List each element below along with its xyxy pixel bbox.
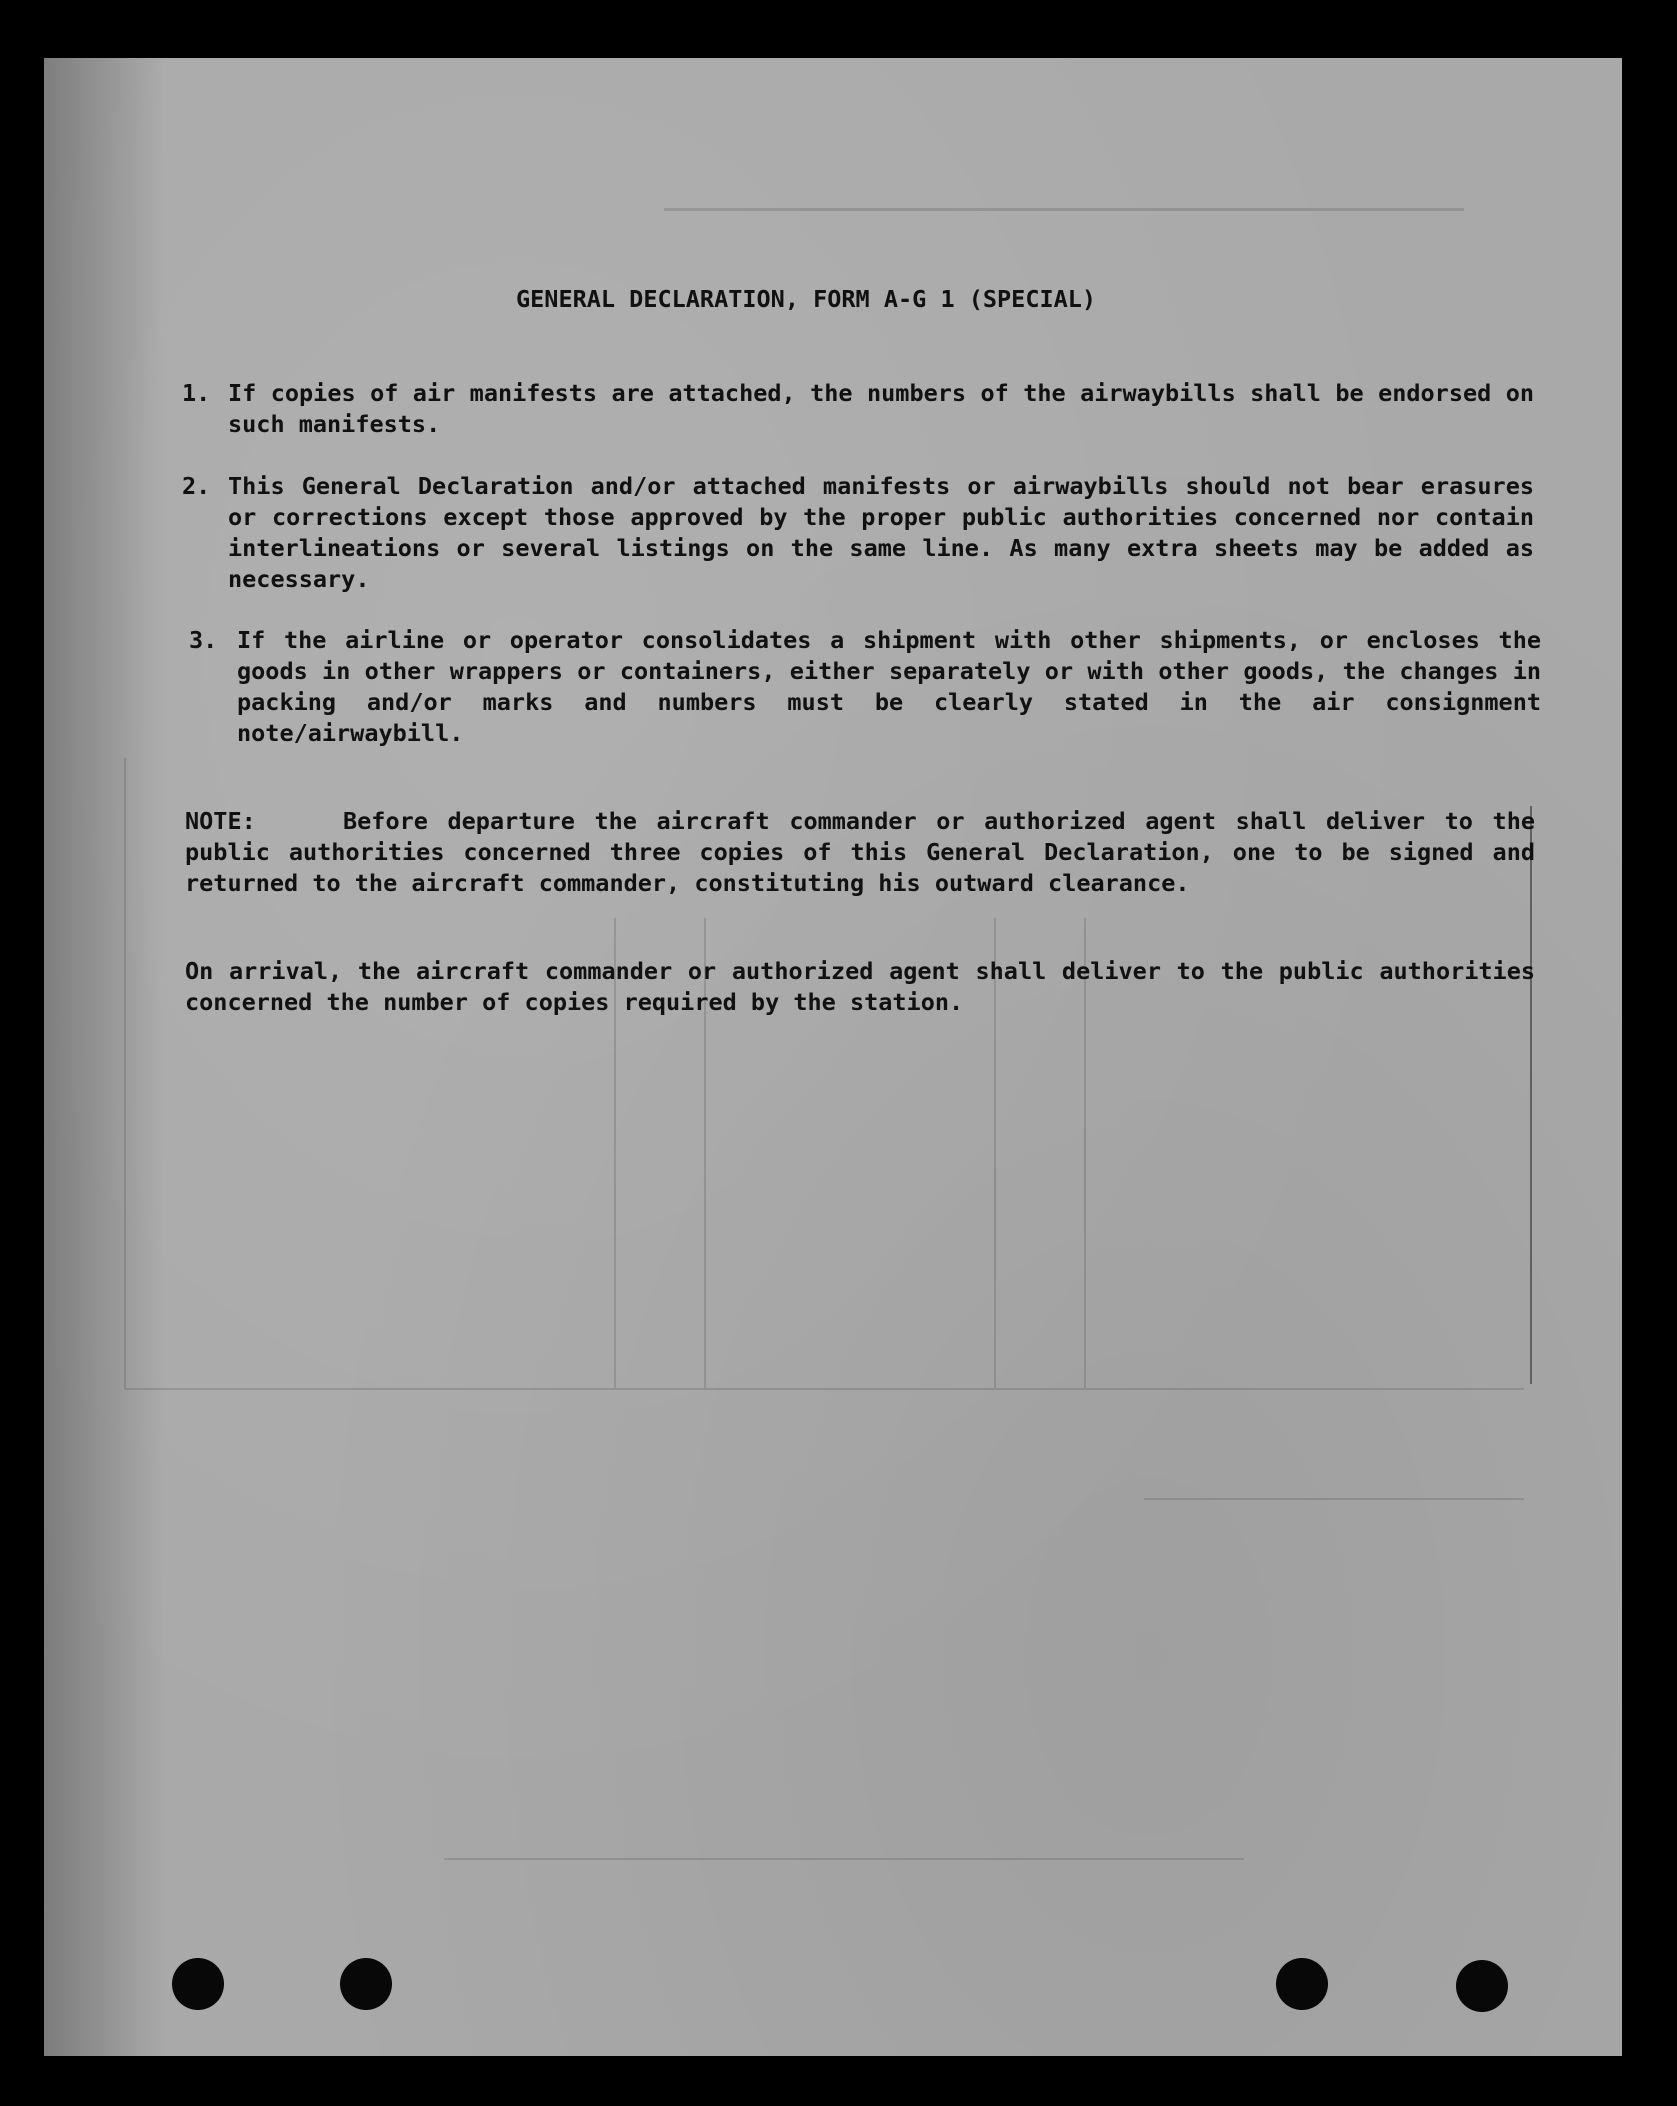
punch-hole	[340, 1958, 392, 2010]
note-text	[185, 806, 1535, 899]
bleed-through-line	[444, 1858, 1244, 1860]
bleed-through-line	[124, 1388, 1524, 1390]
item-number: 3.	[189, 626, 218, 654]
punch-hole	[1276, 1958, 1328, 2010]
punch-hole	[1456, 1960, 1508, 2012]
item-number: 1.	[182, 379, 211, 407]
arrival-text: On arrival, the aircraft commander or authorized agent shall deliver to the public authorities concerned the number of copies required by the station.	[185, 957, 1535, 1016]
note-body: Before departure the aircraft commander or authorized agent shall deliver to the public authorities concerned three copies of this General Declaration, one to be signed and returned to the aircraft commander, constituting his outward clearance.	[185, 807, 1535, 897]
paper-sheet	[44, 58, 1622, 2056]
page-title: GENERAL DECLARATION, FORM A-G 1 (SPECIAL)	[516, 285, 1097, 313]
bleed-through-line	[1144, 1498, 1524, 1500]
binding-shadow	[44, 58, 164, 2056]
item-number: 2.	[182, 472, 211, 500]
bleed-through-line	[664, 208, 1464, 211]
bleed-through-line	[124, 758, 126, 1388]
note-label: NOTE:	[185, 807, 256, 835]
item-text: If the airline or operator consolidates a shipment with other shipments, or encloses the goods in other wrappers or containers, either separately or with other goods, the changes in packing and/or marks and numbers must be clearly stated in the air consignment note/airwaybill.	[237, 626, 1541, 747]
item-text: This General Declaration and/or attached manifests or airwaybills should not bear erasures or corrections except those approved by the proper public authorities concerned nor contain interlineations or several listings on the same line. As many extra sheets may be added as necessary.	[228, 472, 1534, 593]
item-text: If copies of air manifests are attached, the numbers of the airwaybills shall be endorsed on such manifests.	[228, 379, 1534, 438]
punch-hole	[172, 1958, 224, 2010]
